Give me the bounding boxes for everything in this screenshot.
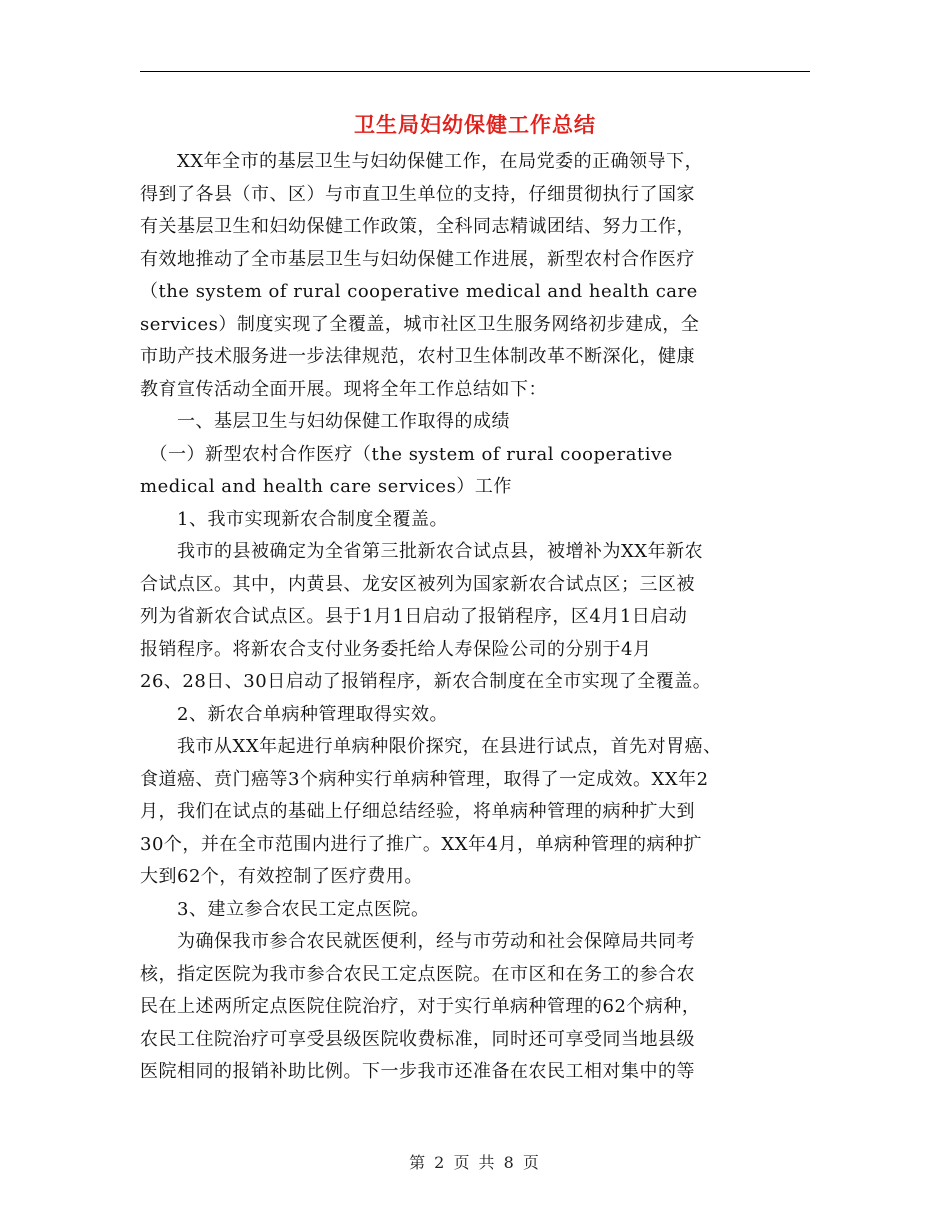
body-line: services）制度实现了全覆盖，城市社区卫生服务网络初步建成，全	[140, 313, 700, 335]
body-line: 食道癌、贲门癌等3个病种实行单病种管理，取得了一定成效。XX年2	[140, 768, 709, 790]
body-line: 月，我们在试点的基础上仔细总结经验，将单病种管理的病种扩大到	[140, 801, 695, 822]
body-line: 有效地推动了全市基层卫生与妇幼保健工作进展，新型农村合作医疗	[140, 248, 695, 270]
document-title: 卫生局妇幼保健工作总结	[354, 113, 596, 137]
body-line: XX年全市的基层卫生与妇幼保健工作，在局党委的正确领导下，	[140, 151, 704, 172]
body-line: 我市从XX年起进行单病种限价探究，在县进行试点，首先对胃癌、	[140, 736, 722, 757]
body-line: 大到62个，有效控制了医疗费用。	[140, 866, 423, 887]
section-heading: 一、基层卫生与妇幼保健工作取得的成绩	[140, 411, 510, 432]
item-heading: 3、建立参合农民工定点医院。	[140, 898, 430, 920]
body-line: 核，指定医院为我市参合农民工定点医院。在市区和在务工的参合农	[140, 963, 695, 985]
body-line: 报销程序。将新农合支付业务委托给人寿保险公司的分别于4月	[140, 638, 652, 660]
body-line: （the system of rural cooperative medical and health care	[140, 281, 698, 302]
body-line: 有关基层卫生和妇幼保健工作政策，全科同志精诚团结、努力工作，	[140, 216, 695, 237]
body-line: 合试点区。其中，内黄县、龙安区被列为国家新农合试点区；三区被	[140, 573, 695, 595]
subsection-heading-continued: medical and health care services）工作	[140, 476, 512, 497]
body-line: 30个，并在全市范围内进行了推广。XX年4月，单病种管理的病种扩	[140, 833, 702, 855]
document-body	[140, 146, 810, 1089]
body-line: 得到了各县（市、区）与市直卫生单位的支持，仔细贯彻执行了国家	[140, 183, 695, 205]
body-line: 教育宣传活动全面开展。现将全年工作总结如下：	[140, 378, 547, 400]
page-number-footer: 第 2 页 共 8 页	[409, 1153, 541, 1172]
subsection-heading: （一）新型农村合作医疗（the system of rural cooperative	[140, 443, 673, 465]
body-line: 列为省新农合试点区。县于1月1日启动了报销程序，区4月1日启动	[140, 606, 688, 627]
body-line: 为确保我市参合农民就医便利，经与市劳动和社会保障局共同考	[140, 931, 695, 952]
body-line: 民在上述两所定点医院住院治疗，对于实行单病种管理的62个病种，	[140, 996, 701, 1017]
header-rule	[140, 71, 810, 72]
item-heading: 1、我市实现新农合制度全覆盖。	[140, 508, 448, 530]
body-line: 医院相同的报销补助比例。下一步我市还准备在农民工相对集中的等	[140, 1061, 695, 1082]
body-line: 26、28日、30日启动了报销程序，新农合制度在全市实现了全覆盖。	[140, 671, 712, 692]
item-heading: 2、新农合单病种管理取得实效。	[140, 703, 448, 725]
body-line: 农民工住院治疗可享受县级医院收费标准，同时还可享受同当地县级	[140, 1028, 695, 1050]
body-line: 我市的县被确定为全省第三批新农合试点县，被增补为XX年新农	[140, 541, 704, 562]
body-line: 市助产技术服务进一步法律规范，农村卫生体制改革不断深化，健康	[140, 346, 695, 367]
